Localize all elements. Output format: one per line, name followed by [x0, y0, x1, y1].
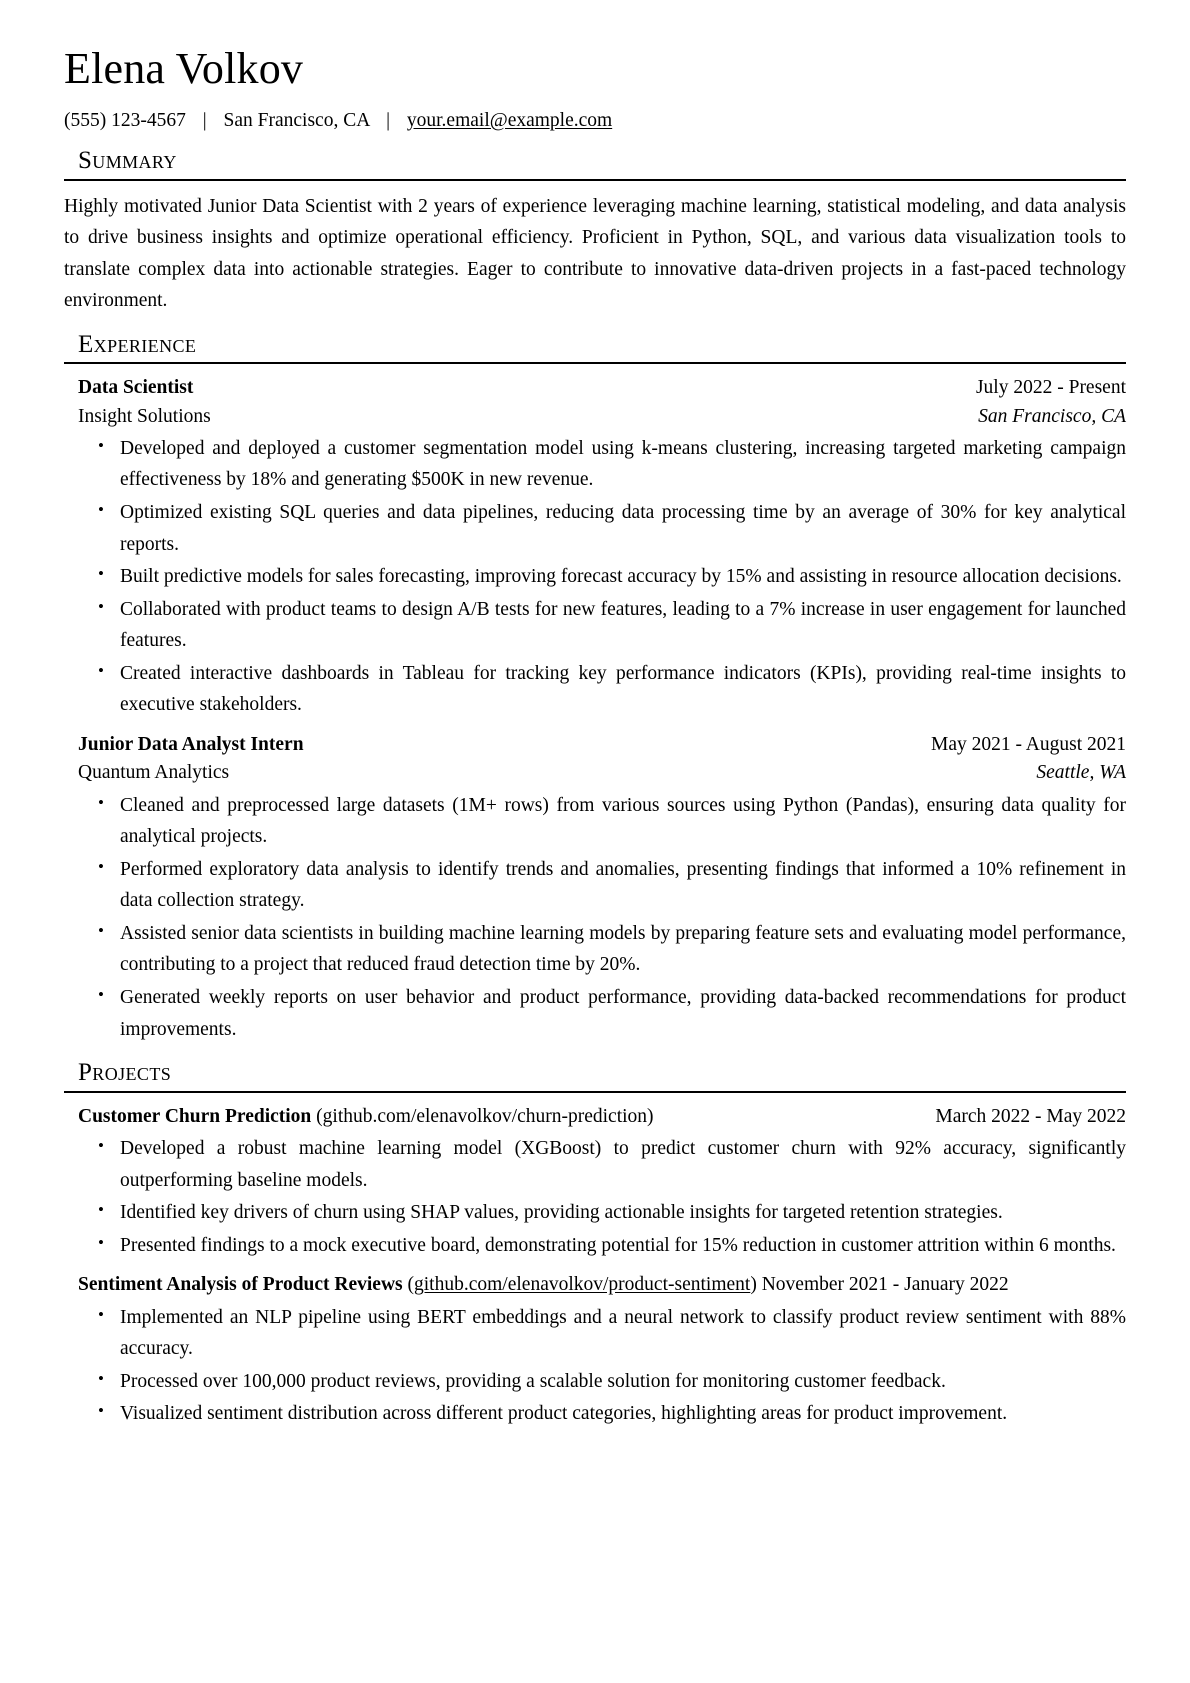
list-item: • Presented findings to a mock executive board, demonstrating potential for 15% reduction in customer attrition within 6 months. [118, 1230, 1126, 1262]
section-rule-projects [64, 1091, 1126, 1093]
job-bullet-list [78, 790, 1126, 1046]
experience-entry [78, 731, 1126, 1045]
experience-entry-header [78, 731, 1126, 759]
section-projects [64, 1059, 1126, 1430]
experience-entry [78, 374, 1126, 721]
project-entry-header [78, 1271, 1126, 1299]
experience-entry-subheader [78, 403, 1126, 431]
project-entry-header [78, 1103, 1126, 1131]
job-title: Junior Data Analyst Intern [78, 734, 304, 756]
project-bullet-list [78, 1133, 1126, 1261]
project-date-text: November 2021 - January 2022 [761, 1274, 1009, 1296]
list-item: • Visualized sentiment distribution across different product categories, highlighting areas for product improvement. [118, 1398, 1126, 1430]
list-item: • Cleaned and preprocessed large datasets (1M+ rows) from various sources using Python (Pandas), ensuring data quality for analytical projects. [118, 790, 1126, 853]
project-title: Sentiment Analysis of Product Reviews [78, 1274, 403, 1296]
list-item: • Built predictive models for sales forecasting, improving forecast accuracy by 15% and assisting in resource allocation decisions. [118, 561, 1126, 593]
list-item: • Implemented an NLP pipeline using BERT embeddings and a neural network to classify product review sentiment with 88% accuracy. [118, 1302, 1126, 1365]
job-organization: Quantum Analytics [78, 762, 230, 784]
contact-separator-1: | [202, 109, 207, 131]
list-item: • Developed a robust machine learning model (XGBoost) to predict customer churn with 92% accuracy, significantly outperforming baseline models. [118, 1133, 1126, 1196]
section-rule-summary [64, 179, 1126, 181]
section-title-projects: Projects [78, 1059, 172, 1087]
project-entry [78, 1271, 1126, 1430]
email-link[interactable]: your.email@example.com [406, 109, 613, 131]
section-experience [64, 331, 1126, 1045]
job-organization: Insight Solutions [78, 405, 211, 427]
job-location: San Francisco, CA [978, 405, 1126, 427]
project-link-open-paren: ( [402, 1274, 415, 1296]
resume-header [64, 46, 1126, 133]
experience-entry-subheader [78, 759, 1126, 787]
section-title-experience: Experience [78, 330, 197, 358]
summary-text: Highly motivated Junior Data Scientist with 2 years of experience leveraging machine learning, statistical modeling, and data analysis to drive business insights and optimize operational efficiency. Proficient in Python, SQL, and various data visualization tools to translate complex data into actionable strategies. Eager to contribute to innovative data-driven projects in a fast-paced technology environment. [64, 195, 1126, 312]
project-link[interactable]: github.com/elenavolkov/churn-prediction [322, 1105, 648, 1127]
list-item: • Identified key drivers of churn using SHAP values, providing actionable insights for targeted retention strategies. [118, 1197, 1126, 1229]
section-summary [64, 147, 1126, 317]
project-title: Customer Churn Prediction [78, 1105, 312, 1127]
project-date [757, 1274, 1009, 1295]
project-link-open-paren: ( [311, 1105, 323, 1127]
list-item: • Optimized existing SQL queries and data pipelines, reducing data processing time by an average of 30% for key analytical reports. [118, 497, 1126, 560]
project-heading [78, 1103, 654, 1131]
phone-number: (555) 123-4567 [64, 109, 186, 131]
list-item: • Processed over 100,000 product reviews, providing a scalable solution for monitoring customer feedback. [118, 1366, 1126, 1398]
job-location: Seattle, WA [1036, 762, 1126, 784]
contact-separator-2: | [386, 109, 390, 131]
section-title-summary: Summary [78, 147, 177, 174]
list-item: • Collaborated with product teams to design A/B tests for new features, leading to a 7% increase in user engagement for launched features. [118, 594, 1126, 657]
list-item: • Created interactive dashboards in Tableau for tracking key performance indicators (KPIs), providing real-time insights to executive stakeholders. [118, 658, 1126, 721]
experience-entry-header [78, 374, 1126, 402]
job-title: Data Scientist [78, 377, 194, 399]
list-item: • Generated weekly reports on user behavior and product performance, providing data-backed recommendations for product improvements. [118, 982, 1126, 1045]
list-item: • Developed and deployed a customer segmentation model using k-means clustering, increasing targeted marketing campaign effectiveness by 18% and generating $500K in new revenue. [118, 433, 1126, 496]
project-date: March 2022 - May 2022 [935, 1105, 1126, 1127]
project-link-close-paren: ) [647, 1105, 654, 1127]
project-bullet-list [78, 1302, 1126, 1430]
job-date: July 2022 - Present [975, 377, 1126, 399]
location-text: San Francisco, CA [223, 109, 370, 131]
project-link-close-paren: ) [750, 1274, 757, 1296]
candidate-name: Elena Volkov [64, 44, 304, 93]
contact-line [64, 109, 1126, 133]
project-entry [78, 1103, 1126, 1262]
job-bullet-list [78, 433, 1126, 721]
section-rule-experience [64, 362, 1126, 364]
list-item: • Performed exploratory data analysis to identify trends and anomalies, presenting findings that informed a 10% refinement in data collection strategy. [118, 854, 1126, 917]
list-item: • Assisted senior data scientists in building machine learning models by preparing feature sets and evaluating model performance, contributing to a project that reduced fraud detection time by 20%. [118, 918, 1126, 981]
job-date: May 2021 - August 2021 [931, 734, 1126, 756]
project-link[interactable]: github.com/elenavolkov/product-sentiment [414, 1274, 751, 1296]
